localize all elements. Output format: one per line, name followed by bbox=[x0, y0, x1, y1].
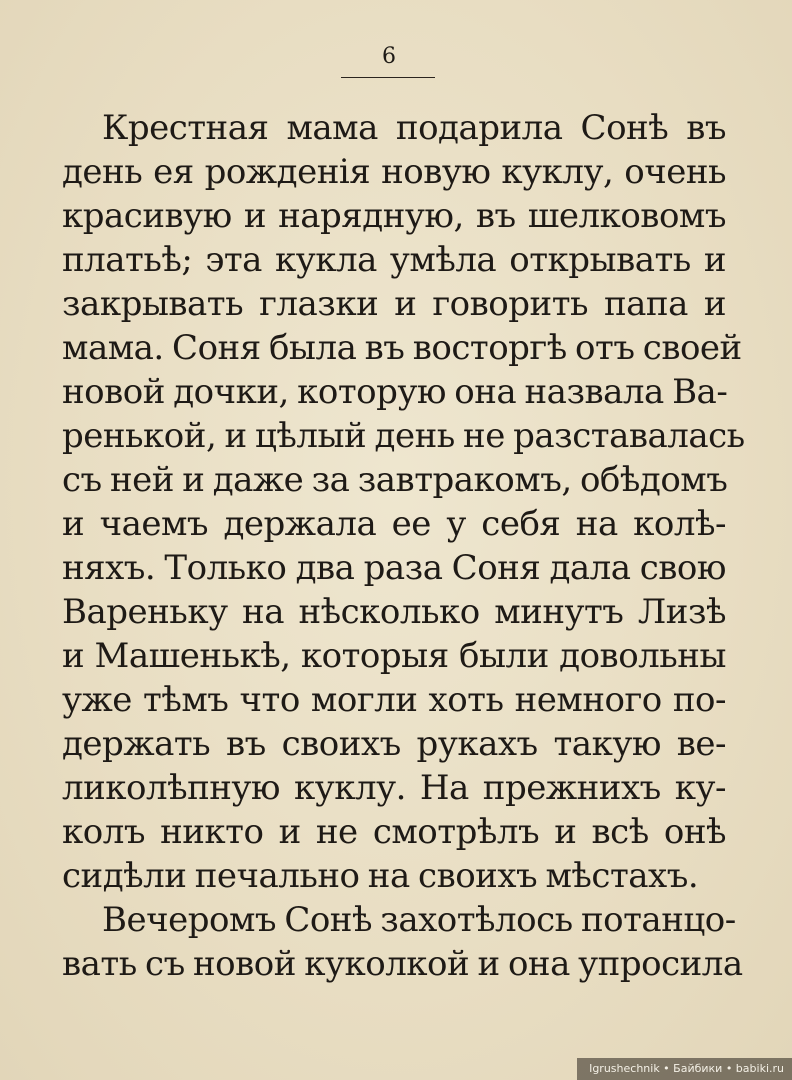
text-line: платьѣ; эта кукла умѣла открывать и bbox=[62, 240, 726, 280]
text-line: Вареньку на нѣсколько минутъ Лизѣ bbox=[62, 592, 726, 632]
text-line: сидѣли печально на своихъ мѣстахъ. bbox=[62, 856, 699, 896]
text-line: Вечеромъ Сонѣ захотѣлось потанцо- bbox=[102, 900, 736, 940]
text-line: ренькой, и цѣлый день не разставалась bbox=[62, 416, 745, 456]
watermark: Igrushechnik • Байбики • babiki.ru bbox=[577, 1058, 792, 1080]
text-line: ликолѣпную куклу. На прежнихъ ку- bbox=[62, 768, 726, 808]
text-line: и чаемъ держала ее у себя на колѣ- bbox=[62, 504, 726, 544]
text-line: новой дочки, которую она назвала Ва- bbox=[62, 372, 728, 412]
text-line: Крестная мама подарила Сонѣ въ bbox=[102, 108, 726, 148]
text-line: красивую и нарядную, въ шелковомъ bbox=[62, 196, 726, 236]
text-line: и Машенькѣ, которыя были довольны bbox=[62, 636, 726, 676]
text-line: мама. Соня была въ восторгѣ отъ своей bbox=[62, 328, 742, 368]
text-line: закрывать глазки и говорить папа и bbox=[62, 284, 726, 324]
text-line: няхъ. Только два раза Соня дала свою bbox=[62, 548, 726, 588]
text-line: вать съ новой куколкой и она упросила bbox=[62, 944, 743, 984]
text-line: уже тѣмъ что могли хоть немного по- bbox=[62, 680, 726, 720]
text-line: держать въ своихъ рукахъ такую ве- bbox=[62, 724, 726, 764]
text-line: съ ней и даже за завтракомъ, обѣдомъ bbox=[62, 460, 728, 500]
text-line: колъ никто и не смотрѣлъ и всѣ онѣ bbox=[62, 812, 726, 852]
page-number-rule bbox=[341, 77, 435, 78]
body-text bbox=[62, 106, 745, 986]
page-number: 6 bbox=[382, 44, 396, 69]
text-line: день ея рожденія новую куклу, очень bbox=[62, 152, 726, 192]
